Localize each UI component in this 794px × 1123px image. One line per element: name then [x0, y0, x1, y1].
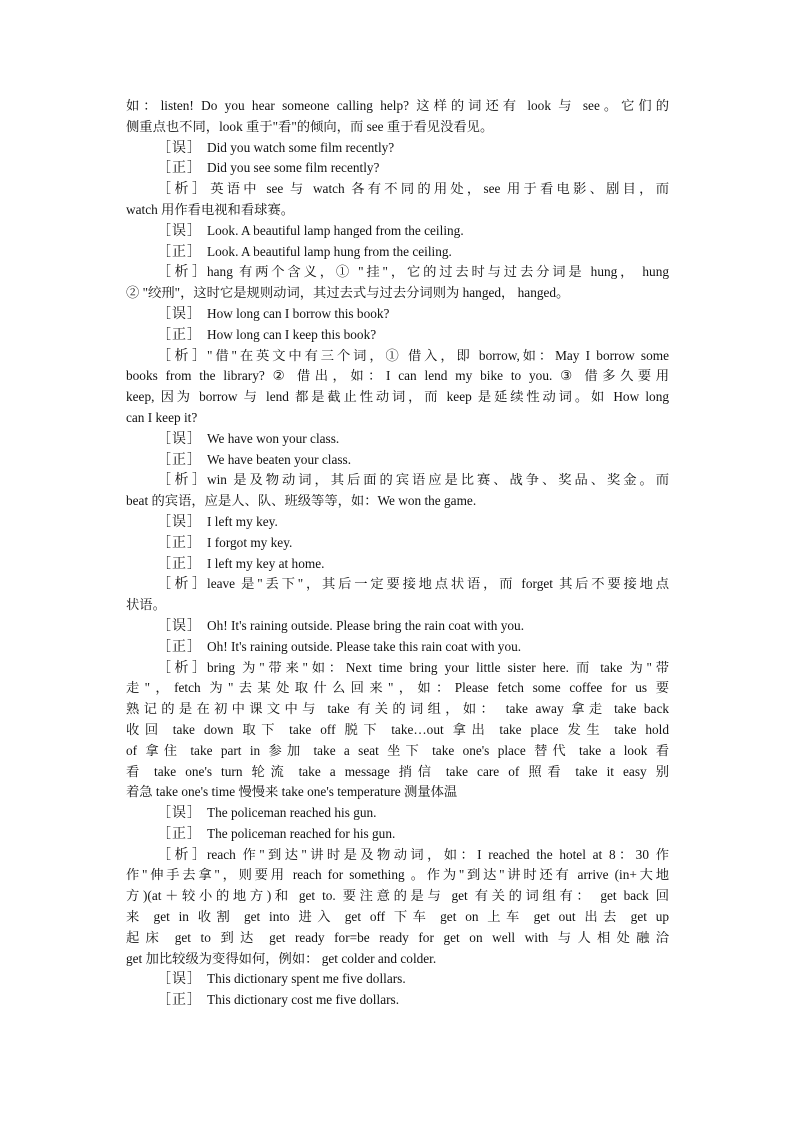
line-text: Did you see some film recently? — [207, 160, 380, 176]
label-right: ［正］ — [157, 993, 202, 1009]
text-line — [126, 865, 669, 886]
line-text: keep, 因为 borrow 与 lend 都是截止性动词，而 keep 是延续性动词。如 How long — [126, 389, 669, 405]
label-right: ［正］ — [157, 452, 202, 468]
entry-line-analysis — [126, 179, 669, 200]
line-text: 状语。 — [126, 597, 166, 613]
entry-line-right — [126, 158, 669, 179]
label-analysis: ［析］ — [157, 473, 207, 489]
entry-line-wrong — [126, 616, 669, 637]
label-analysis: ［析］ — [157, 265, 207, 281]
line-text: 来 get in 收割 get into 进入 get off 下车 get on 上车 get out 出去 get up — [126, 909, 669, 925]
label-wrong: ［误］ — [157, 431, 202, 447]
line-text: We have beaten your class. — [207, 451, 352, 467]
line-text: "借"在英文中有三个词，① 借入，即 borrow,如：May I borrow some — [207, 347, 669, 363]
text-line — [126, 117, 669, 138]
text-line — [126, 720, 669, 741]
entry-line-wrong — [126, 512, 669, 533]
line-text: bring 为"带来"如：Next time bring your little sister here. 而 take 为"带 — [207, 659, 669, 675]
line-text: 看 take one's turn 轮流 take a message 捎信 take care of 照看 take it easy 别 — [126, 763, 669, 779]
entry-line-analysis — [126, 262, 669, 283]
text-line — [126, 782, 669, 803]
line-text: This dictionary cost me five dollars. — [207, 992, 400, 1008]
line-text: I left my key. — [207, 513, 278, 529]
text-line — [126, 96, 669, 117]
line-text: Look. A beautiful lamp hanged from the ceiling. — [207, 222, 464, 238]
text-line — [126, 886, 669, 907]
entry-line-right — [126, 325, 669, 346]
text-line — [126, 741, 669, 762]
line-text: How long can I keep this book? — [207, 326, 377, 342]
entry-line-right — [126, 637, 669, 658]
line-text: 侧重点也不同，look 重于"看"的倾向，而 see 重于看见没看见。 — [126, 118, 494, 134]
entry-line-wrong — [126, 429, 669, 450]
line-text: The policeman reached his gun. — [207, 805, 377, 821]
label-wrong: ［误］ — [157, 140, 202, 156]
text-line — [126, 283, 669, 304]
text-line — [126, 595, 669, 616]
line-text: 熟记的是在初中课文中与 take 有关的词组，如： take away 拿走 take back — [126, 701, 669, 717]
entry-line-analysis — [126, 574, 669, 595]
label-wrong: ［误］ — [157, 972, 202, 988]
label-right: ［正］ — [157, 826, 202, 842]
line-text: We have won your class. — [207, 430, 340, 446]
label-right: ［正］ — [157, 161, 202, 177]
entry-line-right — [126, 533, 669, 554]
label-wrong: ［误］ — [157, 223, 202, 239]
line-text: leave 是"丢下"，其后一定要接地点状语，而 forget 其后不要接地点 — [207, 576, 669, 592]
line-text: I left my key at home. — [207, 555, 325, 571]
text-line — [126, 907, 669, 928]
label-analysis: ［析］ — [157, 348, 207, 364]
line-text: reach 作"到达"讲时是及物动词，如：I reached the hotel at 8：30 作 — [207, 846, 669, 862]
line-text: 方)(at＋较小的地方)和 get to. 要注意的是与 get 有关的词组有： get back 回 — [126, 888, 669, 904]
label-right: ［正］ — [157, 535, 202, 551]
label-wrong: ［误］ — [157, 306, 202, 322]
line-text: ② "绞刑"，这时它是规则动词，其过去式与过去分词则为 hanged， hanged。 — [126, 285, 570, 301]
line-text: 如：listen! Do you hear someone calling help? 这样的词还有 look 与 see。它们的 — [126, 98, 669, 113]
entry-line-analysis — [126, 470, 669, 491]
line-text: 走"，fetch 为"去某处取什么回来"，如：Please fetch some coffee for us 要 — [126, 680, 669, 696]
label-right: ［正］ — [157, 639, 202, 655]
entry-line-right — [126, 990, 669, 1011]
entry-line-wrong — [126, 138, 669, 159]
line-text: 英语中 see 与 watch 各有不同的用处，see 用于看电影、剧目，而 — [207, 181, 669, 197]
line-text: I forgot my key. — [207, 534, 293, 550]
line-text: This dictionary spent me five dollars. — [207, 971, 406, 987]
line-text: win 是及物动词，其后面的宾语应是比赛、战争、奖品、奖金。而 — [207, 472, 669, 488]
entry-line-wrong — [126, 969, 669, 990]
text-line — [126, 491, 669, 512]
line-text: 作"伸手去拿"，则要用 reach for something 。作为"到达"讲时还有 arrive (in+大地 — [126, 867, 669, 883]
line-text: get 加比较级为变得如何，例如： get colder and colder. — [126, 950, 437, 966]
line-text: of 拿住 take part in 参加 take a seat 坐下 take one's place 替代 take a look 看 — [126, 742, 669, 758]
text-line — [126, 408, 669, 429]
entry-line-wrong — [126, 221, 669, 242]
entry-line-wrong — [126, 304, 669, 325]
label-right: ［正］ — [157, 327, 202, 343]
entry-line-analysis — [126, 658, 669, 679]
line-text: Oh! It's raining outside. Please take this rain coat with you. — [207, 638, 522, 654]
text-line — [126, 699, 669, 720]
entry-line-analysis — [126, 845, 669, 866]
label-wrong: ［误］ — [157, 806, 202, 822]
entry-line-wrong — [126, 803, 669, 824]
label-analysis: ［析］ — [157, 847, 207, 863]
entry-line-right — [126, 824, 669, 845]
line-text: can I keep it? — [126, 409, 198, 425]
line-text: hang 有两个含义，① "挂"，它的过去时与过去分词是 hung， hung — [207, 264, 669, 280]
line-text: 着急 take one's time 慢慢来 take one's temperature 测量体温 — [126, 784, 458, 800]
entry-line-analysis — [126, 346, 669, 367]
entry-line-right — [126, 554, 669, 575]
line-text: How long can I borrow this book? — [207, 305, 390, 321]
text-line — [126, 387, 669, 408]
text-line — [126, 200, 669, 221]
label-wrong: ［误］ — [157, 618, 202, 634]
text-line — [126, 949, 669, 970]
line-text: Oh! It's raining outside. Please bring the rain coat with you. — [207, 617, 525, 633]
label-right: ［正］ — [157, 244, 202, 260]
text-line — [126, 366, 669, 387]
text-line — [126, 762, 669, 783]
document-body — [126, 96, 669, 1016]
label-right: ［正］ — [157, 556, 202, 572]
line-text: 起床 get to 到达 get ready for=be ready for get on well with 与人相处融洽 — [126, 929, 669, 945]
line-text: 收回 take down 取下 take off 脱下 take…out 拿出 take place 发生 take hold — [126, 721, 669, 737]
label-analysis: ［析］ — [157, 660, 207, 676]
line-text: Look. A beautiful lamp hung from the ceiling. — [207, 243, 452, 259]
label-analysis: ［析］ — [157, 577, 207, 593]
line-text: watch 用作看电视和看球赛。 — [126, 201, 295, 217]
entry-line-right — [126, 450, 669, 471]
label-wrong: ［误］ — [157, 514, 202, 530]
entry-line-right — [126, 242, 669, 263]
text-line — [126, 678, 669, 699]
line-text: Did you watch some film recently? — [207, 139, 395, 155]
text-line — [126, 928, 669, 949]
label-analysis: ［析］ — [157, 182, 207, 198]
line-text: The policeman reached for his gun. — [207, 825, 396, 841]
line-text: beat 的宾语，应是人、队、班级等等，如：We won the game. — [126, 493, 477, 509]
line-text: books from the library? ② 借出，如：I can lend my bike to you. ③ 借多久要用 — [126, 368, 669, 384]
